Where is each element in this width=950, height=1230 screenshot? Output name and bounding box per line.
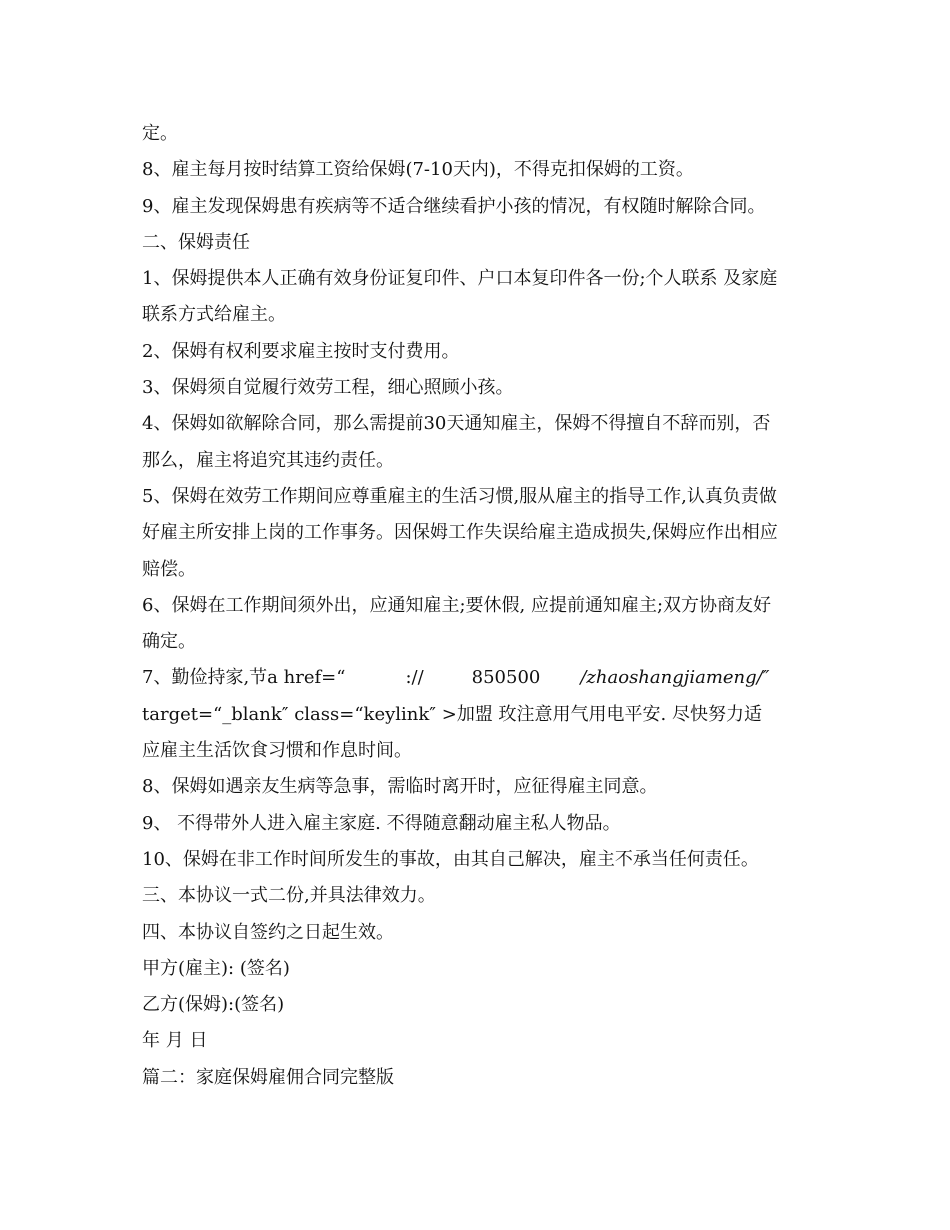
link-part-scheme: ://	[405, 667, 424, 689]
document-body	[142, 116, 822, 1096]
text-line: 赔偿。	[142, 558, 196, 580]
text-line: 8、雇主每月按时结算工资给保姆(7-10天内)，不得克扣保姆的工资。	[142, 159, 694, 181]
section-heading: 二、保姆责任	[142, 231, 250, 253]
text-line: 那么，雇主将追究其违约责任。	[142, 449, 394, 471]
text-line: 8、保姆如遇亲友生病等急事，需临时离开时，应征得雇主同意。	[142, 776, 658, 798]
text-line: 5、保姆在效劳工作期间应尊重雇主的生活习惯,服从雇主的指导工作,认真负责做	[142, 485, 777, 507]
chapter-title: 篇二：家庭保姆雇佣合同完整版	[142, 1066, 394, 1088]
section-heading: 三、本协议一式二份,并具法律效力。	[142, 885, 436, 907]
date-line: 年 月 日	[142, 1030, 208, 1052]
signature-line-employer: 甲方(雇主): (签名)	[142, 957, 290, 979]
text-line: 2、保姆有权利要求雇主按时支付费用。	[142, 340, 460, 362]
text-line: 6、保姆在工作期间须外出，应通知雇主;要休假, 应提前通知雇主;双方协商友好	[142, 594, 772, 616]
text-line: 9、雇主发现保姆患有疾病等不适合继续看护小孩的情况，有权随时解除合同。	[142, 195, 766, 217]
text-line: 应雇主生活饮食习惯和作息时间。	[142, 740, 412, 762]
link-part-number: 850500	[471, 667, 541, 689]
link-text-line	[142, 660, 822, 696]
section-heading: 四、本协议自签约之日起生效。	[142, 921, 394, 943]
text-line: target=“_blank″ class=“keylink″ >加盟 玫注意用气用电平安. 尽快努力适	[142, 703, 762, 725]
text-line: 定。	[142, 123, 178, 144]
signature-line-nanny: 乙方(保姆):(签名)	[142, 994, 285, 1016]
text-line: 3、保姆须自觉履行效劳工程，细心照顾小孩。	[142, 377, 514, 399]
text-line: 4、保姆如欲解除合同，那么需提前30天通知雇主，保姆不得擅自不辞而别，否	[142, 413, 771, 435]
text-line: 1、保姆提供本人正确有效身份证复印件、户口本复印件各一份;个人联系 及家庭	[142, 268, 778, 290]
link-prefix: 7、勤俭持家,节a href=“	[142, 667, 346, 689]
text-line: 联系方式给雇主。	[142, 304, 286, 326]
text-line: 确定。	[142, 631, 196, 653]
text-line: 9、 不得带外人进入雇主家庭. 不得随意翻动雇主私人物品。	[142, 812, 621, 834]
text-line: 好雇主所安排上岗的工作事务。因保姆工作失误给雇主造成损失,保姆应作出相应	[142, 522, 778, 544]
text-line: 10、保姆在非工作时间所发生的事故，由其自己解决，雇主不承当任何责任。	[142, 848, 759, 870]
link-part-path: /zhaoshangjiameng/″	[580, 667, 770, 689]
